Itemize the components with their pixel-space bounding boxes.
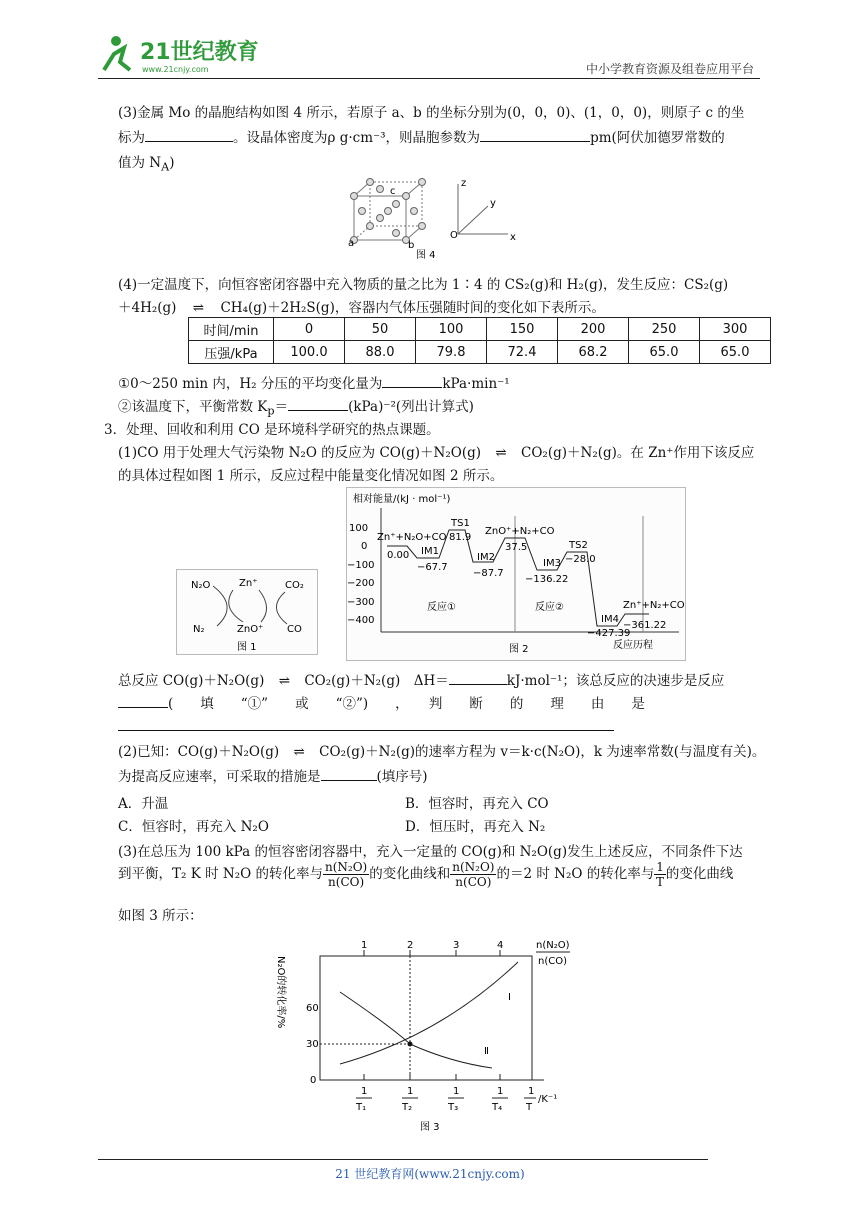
svg-text:0: 0 [361, 541, 368, 552]
svg-text:1: 1 [497, 1086, 504, 1097]
svg-text:−28.0: −28.0 [565, 554, 596, 565]
q4-sub1: ①0～250 min 内，H₂ 分压的平均变化量为 kPa·min⁻¹ [118, 376, 510, 392]
ratio-fraction: $\frac{\text{n(N₂O)}}{n(CO)}$ [452, 860, 495, 889]
svg-text:TS1: TS1 [451, 518, 470, 529]
svg-text:1: 1 [528, 1086, 535, 1097]
svg-text:x: x [510, 232, 516, 243]
svg-text:N₂O: N₂O [191, 580, 211, 591]
q4-line2: ＋4H₂(g) ⇌ CH₄(g)＋2H₂S(g)，容器内气体压强随时间的变化如下表所示。 [118, 300, 605, 316]
svg-text:IM1: IM1 [421, 546, 439, 557]
ratio-fraction: $\frac{\text{n(N₂O)}}{n(CO)}$ [324, 860, 368, 889]
svg-text:图 4: 图 4 [416, 250, 436, 260]
svg-text:IM3: IM3 [543, 558, 561, 569]
svg-text:37.5: 37.5 [505, 542, 528, 553]
fig3-conversion-chart [270, 936, 590, 1136]
svg-text:N₂: N₂ [193, 624, 205, 635]
svg-text:0.00: 0.00 [387, 550, 410, 561]
header-platform-text: 中小学教育资源及组卷应用平台 [585, 62, 754, 76]
svg-text:b: b [408, 240, 415, 251]
svg-text:CO₂: CO₂ [285, 580, 304, 591]
equilibrium-arrow-icon: ⇌ [278, 673, 290, 689]
header-rule [98, 78, 760, 79]
q3-mo-line3: 值为 $N_A$) [118, 155, 175, 174]
svg-text:100: 100 [349, 523, 369, 534]
reciprocal-t-fraction: $\frac{1}{T}$ [656, 860, 665, 889]
option-a[interactable]: A．升温 [118, 796, 169, 812]
svg-text:Ⅰ: Ⅰ [508, 992, 511, 1003]
svg-text:图 2: 图 2 [509, 644, 529, 655]
svg-text:4: 4 [497, 940, 504, 951]
q3co-p3-line2: 到平衡，T₂ K 时 N₂O 的转化率与 $\frac{\text{n(N₂O)}}{n(CO)}$ 的变化曲线和 $\frac{\text{n(N₂O)}}{n(CO)}$ 的＝2 时 N₂O 的转化率与 $\frac{1}{T}$ 的变化曲线 [118, 860, 734, 889]
fig1-mechanism [176, 569, 318, 655]
svg-text:−400: −400 [347, 615, 375, 626]
svg-text:30: 30 [306, 1039, 319, 1050]
q3co-total-line1: 总反应 CO(g)＋N₂O(g) ⇌ CO₂(g)＋N₂(g) ΔH＝ kJ·mol⁻¹；该总反应的决速步是反应 [118, 673, 725, 689]
option-b[interactable]: B．恒容时，再充入 CO [405, 796, 549, 812]
q3co-p2-line1: (2)已知：CO(g)＋N₂O(g) ⇌ CO₂(g)＋N₂(g)的速率方程为 v＝k·c(N₂O)，k 为速率常数(与温度有关)。 [118, 744, 766, 760]
svg-text:ZnO⁺: ZnO⁺ [237, 624, 264, 635]
svg-text:/K⁻¹: /K⁻¹ [538, 1094, 558, 1105]
svg-text:1: 1 [407, 1086, 414, 1097]
svg-text:反应历程: 反应历程 [613, 640, 653, 651]
svg-text:n(N₂O): n(N₂O) [536, 940, 570, 951]
svg-text:T: T [526, 1102, 533, 1113]
svg-text:www.21cnjy.com: www.21cnjy.com [142, 65, 209, 74]
svg-text:−361.22: −361.22 [623, 620, 667, 631]
svg-text:−427.39: −427.39 [587, 628, 631, 639]
q4-sub2: ②该温度下，平衡常数 $K_p= (kPa)^{-2}$(列出计算式) [118, 399, 474, 418]
svg-text:1: 1 [361, 940, 368, 951]
svg-text:N₂O的转化率/%: N₂O的转化率/% [275, 956, 286, 1029]
svg-text:T₄: T₄ [492, 1102, 503, 1113]
q3co-p1-line1: (1)CO 用于处理大气污染物 N₂O 的反应为 CO(g)＋N₂O(g) ⇌ CO₂(g)＋N₂(g)。在 Zn⁺作用下该反应 [118, 445, 755, 461]
svg-text:T₁: T₁ [356, 1102, 367, 1113]
svg-text:60: 60 [306, 1003, 319, 1014]
svg-text:反应①: 反应① [427, 602, 456, 613]
q3co-total-line2: ( 填 “①” 或 “②”) ， 判 断 的 理 由 是 [118, 692, 645, 712]
q3co-p2-line2: 为提高反应速率，可采取的措施是 (填序号) [118, 769, 428, 785]
q3co-p1-line2: 的具体过程如图 1 所示，反应过程中能量变化情况如图 2 所示。 [118, 468, 504, 484]
q3-mo-line1: (3)金属 Mo 的晶胞结构如图 4 所示，若原子 a、b 的坐标分别为(0，0，0)、(1，0，0)，则原子 c 的坐 [118, 105, 745, 121]
svg-text:−200: −200 [347, 578, 375, 589]
option-c[interactable]: C．恒容时，再充入 N₂O [118, 819, 269, 835]
answer-blank[interactable] [321, 780, 377, 781]
svg-text:21世纪教育: 21世纪教育 [140, 40, 259, 65]
svg-text:81.9: 81.9 [449, 532, 472, 543]
q3co-title: 3．处理、回收和利用 CO 是环境科学研究的热点课题。 [104, 422, 440, 438]
site-logo [96, 32, 266, 76]
svg-text:−300: −300 [347, 597, 375, 608]
fig2-energy-profile [346, 487, 686, 661]
svg-text:IM4: IM4 [601, 614, 619, 625]
svg-text:图 1: 图 1 [237, 642, 257, 653]
answer-blank[interactable] [382, 387, 442, 388]
svg-text:n(CO): n(CO) [538, 956, 567, 967]
footer-text[interactable]: 21 世纪教育网(www.21cnjy.com) [335, 1167, 525, 1181]
svg-text:T₃: T₃ [448, 1102, 459, 1113]
answer-blank[interactable] [288, 410, 348, 411]
svg-text:0: 0 [310, 1075, 317, 1086]
svg-text:O: O [450, 230, 458, 241]
svg-text:1: 1 [361, 1086, 368, 1097]
svg-text:Zn⁺+N₂+CO₂: Zn⁺+N₂+CO₂ [623, 600, 685, 611]
svg-text:图 3: 图 3 [420, 1122, 440, 1133]
svg-text:c: c [390, 186, 396, 197]
svg-text:相对能量/(kJ · mol⁻¹): 相对能量/(kJ · mol⁻¹) [353, 494, 451, 505]
svg-text:1: 1 [453, 1086, 460, 1097]
svg-text:Zn⁺: Zn⁺ [239, 578, 258, 589]
q4-line1: (4)一定温度下，向恒容密闭容器中充入物质的量之比为 1∶4 的 CS₂(g)和 H₂(g)，发生反应：CS₂(g) [118, 277, 729, 293]
svg-text:2: 2 [407, 940, 414, 951]
equilibrium-arrow-icon: ⇌ [495, 445, 507, 461]
option-d[interactable]: D．恒压时，再充入 N₂ [405, 819, 546, 835]
svg-text:T₂: T₂ [402, 1102, 413, 1113]
pressure-table: 时间/min 0 50 100 150 200 250 300 压强/kPa 100.0 88.0 79.8 72.4 68.2 65.0 65.0 [188, 317, 771, 364]
svg-text:a: a [348, 238, 355, 249]
svg-text:y: y [490, 198, 496, 209]
svg-text:反应②: 反应② [535, 602, 564, 613]
equilibrium-arrow-icon: ⇌ [192, 300, 205, 316]
answer-blank[interactable] [145, 141, 233, 142]
svg-text:ZnO⁺+N₂+CO: ZnO⁺+N₂+CO [485, 526, 555, 537]
fig4-unit-cell [340, 174, 520, 260]
svg-text:CO: CO [287, 624, 302, 635]
svg-text:IM2: IM2 [477, 552, 495, 563]
svg-text:Ⅱ: Ⅱ [484, 1046, 489, 1057]
answer-blank[interactable] [480, 141, 590, 142]
svg-text:z: z [461, 178, 467, 189]
svg-text:TS2: TS2 [569, 540, 588, 551]
q3co-p3-line3: 如图 3 所示： [118, 908, 203, 924]
answer-blank[interactable] [118, 707, 168, 708]
q3co-p3-line1: (3)在总压为 100 kPa 的恒容密闭容器中，充入一定量的 CO(g)和 N₂O(g)发生上述反应，不同条件下达 [118, 844, 743, 860]
q3-mo-line2: 标为 。设晶体密度为ρ g·cm⁻³，则晶胞参数为 pm(阿伏加德罗常数的 [118, 130, 725, 146]
footer-rule [98, 1159, 708, 1160]
svg-text:−136.22: −136.22 [525, 574, 569, 585]
answer-blank[interactable] [449, 684, 507, 685]
svg-text:−100: −100 [347, 560, 375, 571]
svg-text:−87.7: −87.7 [473, 568, 504, 579]
svg-text:3: 3 [453, 940, 460, 951]
svg-text:Zn⁺+N₂O+CO: Zn⁺+N₂O+CO [377, 532, 447, 543]
answer-line[interactable] [118, 730, 614, 731]
equilibrium-arrow-icon: ⇌ [293, 744, 305, 760]
svg-text:−67.7: −67.7 [417, 562, 448, 573]
